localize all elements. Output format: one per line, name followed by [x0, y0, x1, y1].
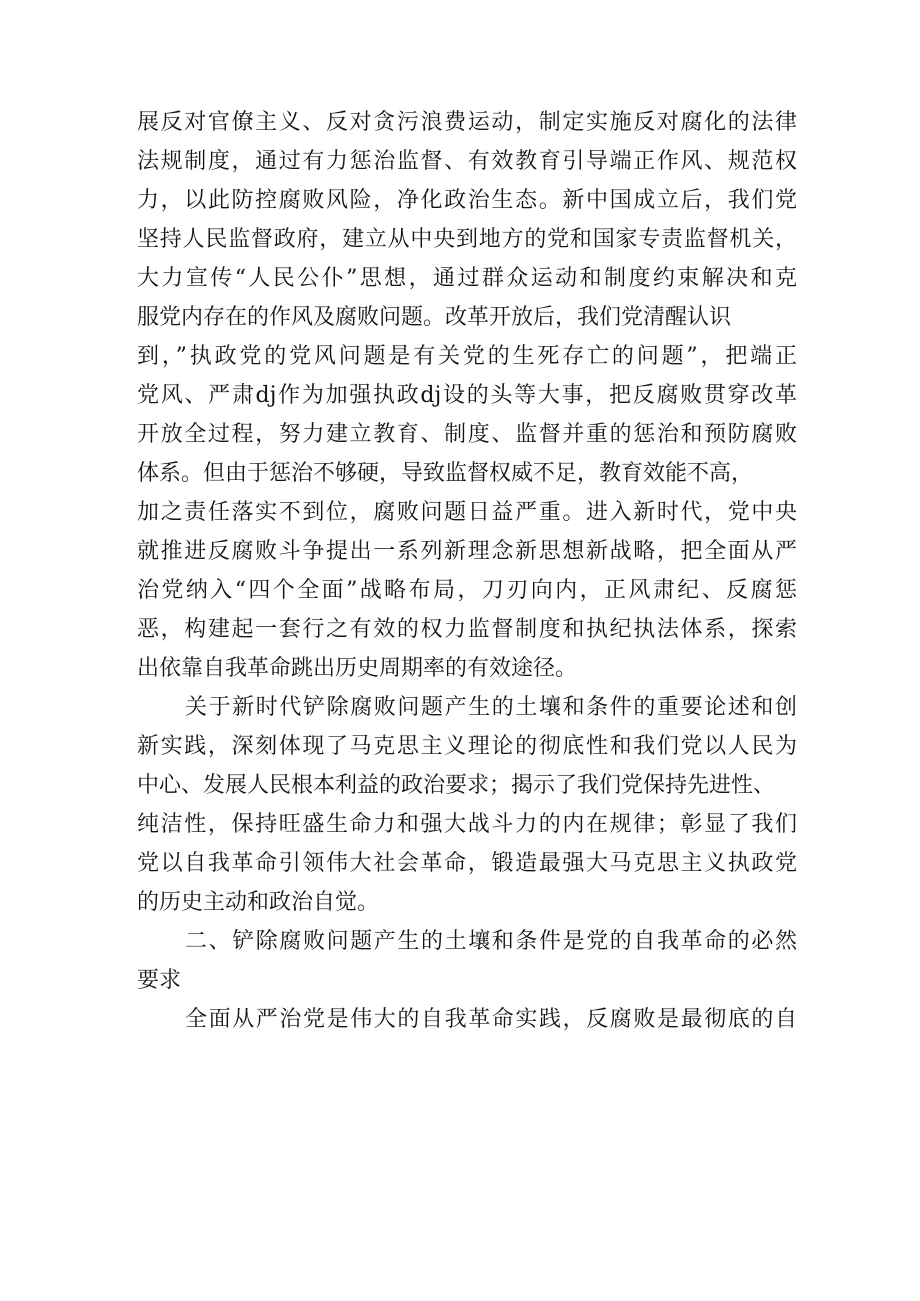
paragraph-line: 中心、发展人民根本利益的政治要求；揭示了我们党保持先进性、 [137, 773, 776, 798]
paragraph-line: 开放全过程，努力建立教育、制度、监督并重的惩治和预防腐败 [137, 422, 797, 447]
heading-line: 二、铲除腐败问题产生的土壤和条件是党的自我革命的必然 [185, 929, 797, 954]
section-heading-two [137, 922, 797, 1000]
paragraph-line: 就推进反腐败斗争提出一系列新理念新思想新战略，把全面从严 [137, 539, 797, 564]
paragraph-line: 加之责任落实不到位，腐败问题日益严重。进入新时代，党中央 [137, 500, 797, 525]
heading-line: 要求 [137, 968, 182, 993]
paragraph-line: 服党内存在的作风及腐败问题。改革开放后，我们党清醒认识 [137, 305, 732, 330]
paragraph-line: 体系。但由于惩治不够硬，导致监督权威不足，教育效能不高， [137, 461, 754, 486]
paragraph-line: 到，”执政党的党风问题是有关党的生死存亡的问题”，把端正 [137, 344, 797, 369]
paragraph-significance [137, 688, 797, 922]
paragraph-line: 力，以此防控腐败风险，净化政治生态。新中国成立后，我们党 [137, 188, 797, 213]
paragraph-line: 党风、严肃dj作为加强执政dj设的头等大事，把反腐败贯穿改革 [137, 383, 797, 408]
paragraph-line: 全面从严治党是伟大的自我革命实践，反腐败是最彻底的自 [185, 1007, 797, 1032]
paragraph-self-revolution [137, 1000, 797, 1039]
paragraph-line: 展反对官僚主义、反对贪污浪费运动，制定实施反对腐化的法律 [137, 110, 797, 135]
paragraph-line: 法规制度，通过有力惩治监督、有效教育引导端正作风、规范权 [137, 149, 797, 174]
paragraph-line: 坚持人民监督政府，建立从中央到地方的党和国家专责监督机关， [137, 227, 797, 252]
paragraph-line: 恶，构建起一套行之有效的权力监督制度和执纪执法体系，探索 [137, 617, 797, 642]
paragraph-line: 出依靠自我革命跳出历史周期率的有效途径。 [137, 656, 578, 681]
paragraph-line: 治党纳入“四个全面”战略布局，刀刃向内，正风肃纪、反腐惩 [137, 578, 797, 603]
document-body [137, 103, 797, 1039]
paragraph-line: 纯洁性，保持旺盛生命力和强大战斗力的内在规律；彰显了我们 [137, 812, 797, 837]
paragraph-anticorruption-history [137, 103, 797, 688]
paragraph-line: 新实践，深刻体现了马克思主义理论的彻底性和我们党以人民为 [137, 734, 797, 759]
paragraph-line: 的历史主动和政治自觉。 [137, 890, 380, 915]
paragraph-line: 关于新时代铲除腐败问题产生的土壤和条件的重要论述和创 [185, 695, 797, 720]
paragraph-line: 大力宣传“人民公仆”思想，通过群众运动和制度约束解决和克 [137, 266, 797, 291]
paragraph-line: 党以自我革命引领伟大社会革命，锻造最强大马克思主义执政党 [137, 851, 797, 876]
